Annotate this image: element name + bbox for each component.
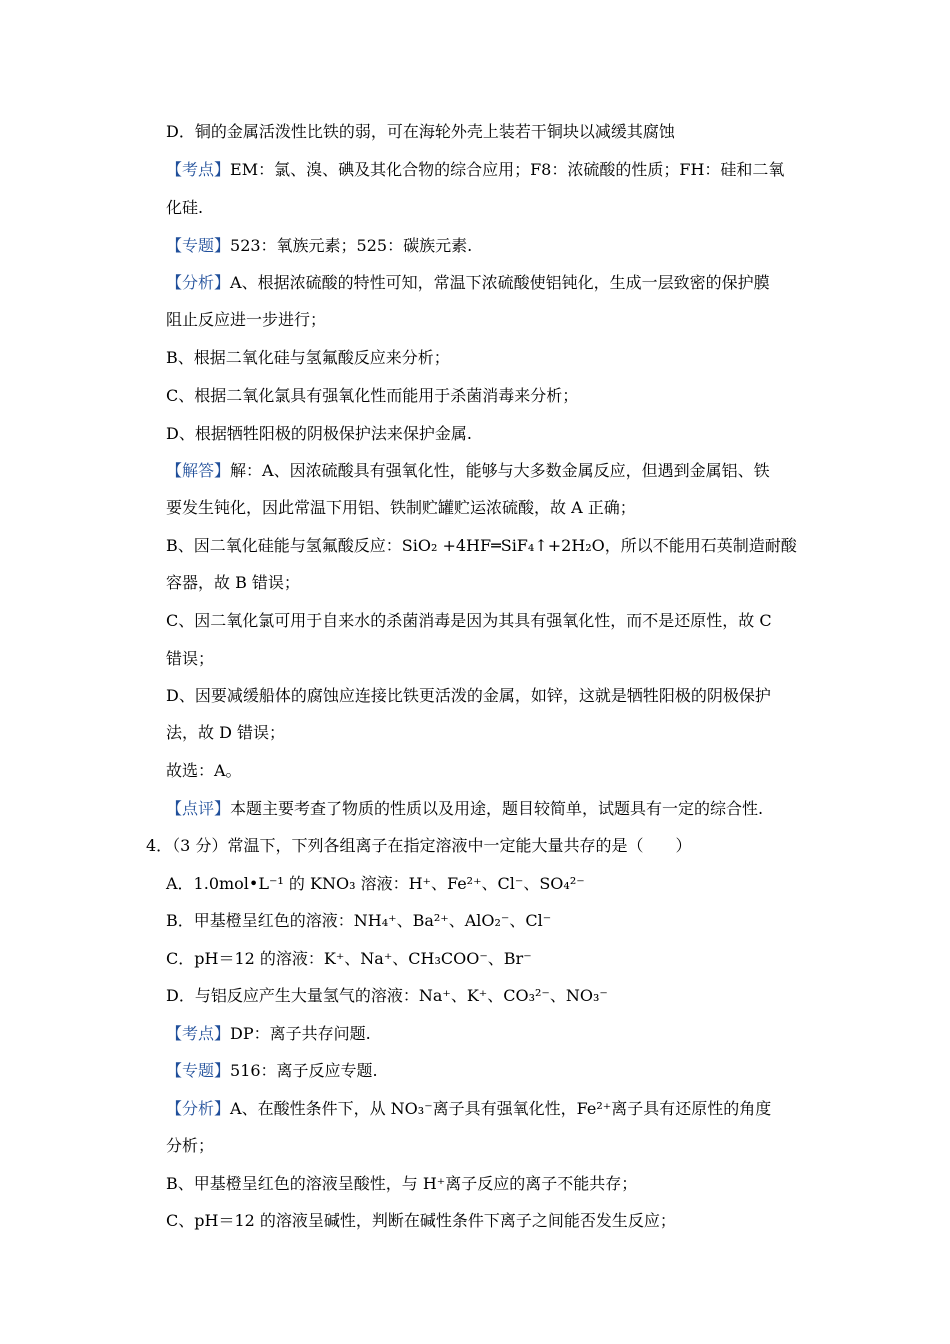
text-line: 分析；: [166, 1136, 215, 1155]
jieda-tag: 【解答】: [166, 461, 231, 480]
text-line: 要发生钝化，因此常温下用铝、铁制贮罐贮运浓硫酸，故 A 正确；: [166, 498, 636, 517]
option-d: D．与铝反应产生大量氢气的溶液：Na⁺、K⁺、CO₃²⁻、NO₃⁻: [166, 986, 608, 1005]
fenxi-tag: 【分析】: [166, 273, 231, 292]
option-c: C．pH＝12 的溶液：K⁺、Na⁺、CH₃COO⁻、Br⁻: [166, 949, 532, 968]
text-line: 故选：A。: [166, 761, 242, 780]
zhuanti-line: 【专题】523：氧族元素；525：碳族元素.: [166, 236, 473, 255]
text-line: C、pH＝12 的溶液呈碱性，判断在碱性条件下离子之间能否发生反应；: [166, 1211, 676, 1230]
text-line: D．铜的金属活泼性比铁的弱，可在海轮外壳上装若干铜块以减缓其腐蚀: [166, 122, 675, 141]
text-line: C、因二氧化氯可用于自来水的杀菌消毒是因为其具有强氧化性，而不是还原性，故 C: [166, 611, 772, 630]
kaodian-line: 【考点】EM：氯、溴、碘及其化合物的综合应用；F8：浓硫酸的性质；FH：硅和二氧: [166, 160, 785, 179]
jieda-line: 【解答】解：A、因浓硫酸具有强氧化性，能够与大多数金属反应，但遇到金属铝、铁: [166, 461, 770, 480]
fenxi-line: 【分析】A、在酸性条件下，从 NO₃⁻离子具有强氧化性，Fe²⁺离子具有还原性的角度: [166, 1099, 772, 1118]
text-line: 化硅.: [166, 198, 204, 217]
dianping-tag: 【点评】: [166, 799, 231, 818]
text-line: B、根据二氧化硅与氢氟酸反应来分析；: [166, 348, 450, 367]
kaodian-line: 【考点】DP：离子共存问题.: [166, 1024, 371, 1043]
text-line: D、因要减缓船体的腐蚀应连接比铁更活泼的金属，如锌，这就是牺牲阳极的阴极保护: [166, 686, 771, 705]
zhuanti-line: 【专题】516：离子反应专题.: [166, 1061, 378, 1080]
kaodian-tag: 【考点】: [166, 160, 231, 179]
text-line: D、根据牺牲阳极的阴极保护法来保护金属.: [166, 424, 472, 443]
zhuanti-tag: 【专题】: [166, 1061, 231, 1080]
kaodian-tag: 【考点】: [166, 1024, 231, 1043]
text-line: C、根据二氧化氯具有强氧化性而能用于杀菌消毒来分析；: [166, 386, 579, 405]
text-line: 容器，故 B 错误；: [166, 573, 300, 592]
equation-line: B、因二氧化硅能与氢氟酸反应：SiO₂ +4HF═SiF₄↑+2H₂O，所以不能用石英制造耐酸: [166, 536, 797, 555]
dianping-line: 【点评】本题主要考查了物质的性质以及用途，题目较简单，试题具有一定的综合性.: [166, 799, 764, 818]
option-a: A．1.0mol•L⁻¹ 的 KNO₃ 溶液：H⁺、Fe²⁺、Cl⁻、SO₄²⁻: [166, 874, 585, 893]
text-line: 法，故 D 错误；: [166, 723, 286, 742]
zhuanti-tag: 【专题】: [166, 236, 231, 255]
text-line: 错误；: [166, 649, 215, 668]
question-4-stem: 4．（3 分）常温下，下列各组离子在指定溶液中一定能大量共存的是（ ）: [146, 836, 692, 855]
fenxi-tag: 【分析】: [166, 1099, 231, 1118]
text-line: B、甲基橙呈红色的溶液呈酸性，与 H⁺离子反应的离子不能共存；: [166, 1174, 638, 1193]
text-line: 阻止反应进一步进行；: [166, 310, 327, 329]
fenxi-line: 【分析】A、根据浓硫酸的特性可知，常温下浓硫酸使铝钝化，生成一层致密的保护膜: [166, 273, 770, 292]
option-b: B．甲基橙呈红色的溶液：NH₄⁺、Ba²⁺、AlO₂⁻、Cl⁻: [166, 911, 552, 930]
